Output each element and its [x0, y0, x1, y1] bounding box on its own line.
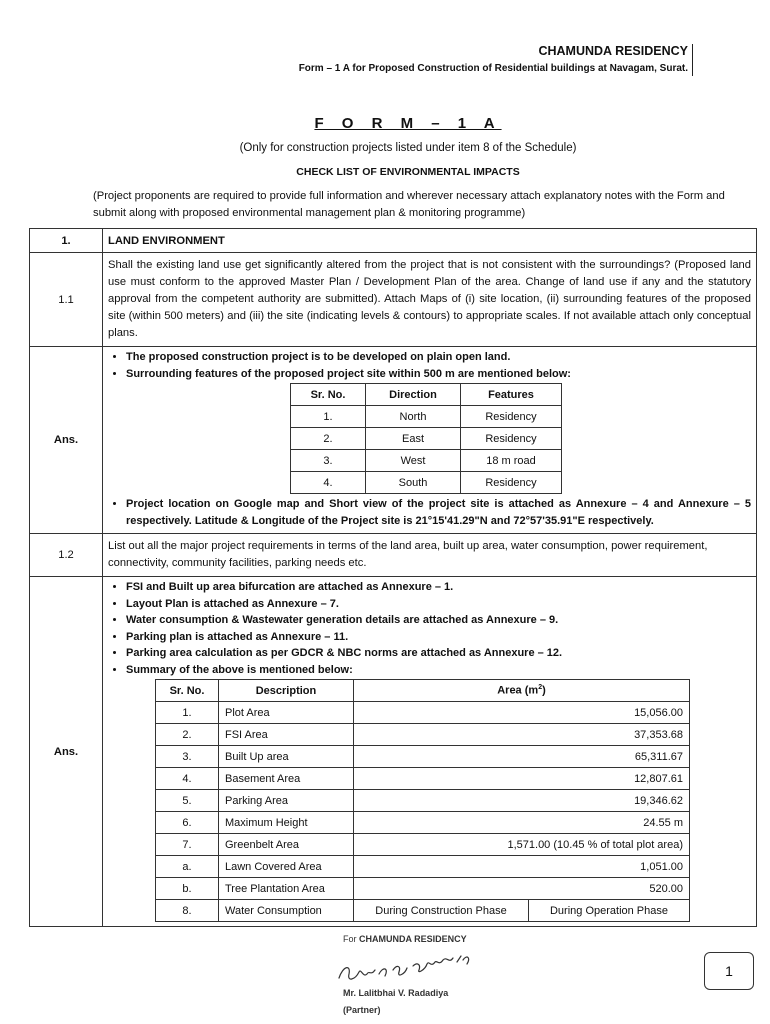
cell: Residency	[461, 472, 562, 494]
answer-bullet: • Layout Plan is attached as Annexure – 7.	[126, 596, 751, 613]
answer-bullet: • The proposed construction project is to be developed on plain open land.	[126, 349, 751, 366]
question-number: 1.1	[30, 253, 103, 347]
section-title: LAND ENVIRONMENT	[103, 229, 757, 253]
col-header-area: Area $(m^2)$	[354, 680, 690, 702]
cell: Parking Area	[219, 790, 354, 812]
answer-bullet: • Parking area calculation as per GDCR & NBC norms are attached as Annexure – 12.	[126, 645, 751, 662]
cell: Tree Plantation Area	[219, 878, 354, 900]
cell: 2.	[156, 724, 219, 746]
cell: West	[366, 450, 461, 472]
question-number: 1.2	[30, 534, 103, 577]
cell: 3.	[291, 450, 366, 472]
col-header: Sr. No.	[156, 680, 219, 702]
answer-bullet: • Surrounding features of the proposed project site within 500 m are mentioned below:	[126, 366, 751, 383]
cell: Water Consumption	[219, 900, 354, 922]
table-row	[156, 812, 690, 834]
cell: Plot Area	[219, 702, 354, 724]
cell: 5.	[156, 790, 219, 812]
table-row	[156, 856, 690, 878]
cell: 4.	[156, 768, 219, 790]
cell: North	[366, 406, 461, 428]
intro-text: (Project proponents are required to provide full information and wherever necessary attach explanatory notes with the Form and submit along with proposed environmental management plan & monitoring programme)	[93, 190, 725, 219]
cell: Residency	[461, 428, 562, 450]
signer-name: Mr. Lalitbhai V. Radadiya	[343, 988, 449, 998]
checklist-table	[29, 228, 757, 927]
section-number: 1.	[30, 229, 103, 253]
cell: Built Up area	[219, 746, 354, 768]
cell: b.	[156, 878, 219, 900]
table-row	[156, 746, 690, 768]
cell: During Operation Phase	[529, 900, 690, 922]
cell: 18 m road	[461, 450, 562, 472]
question-text: List out all the major project requirements in terms of the land area, built up area, water consumption, power requirement, connectivity, community facilities, parking needs etc.	[103, 534, 757, 577]
answer-bullet: • Water consumption & Wastewater generation details are attached as Annexure – 9.	[126, 612, 751, 629]
question-text: Shall the existing land use get significantly altered from the project that is not consistent with the surroundings? (Proposed land use must conform to the approved Master Plan / Development Plan of the area. Change of land use if any and the statutory approval from the competent authority are submitted). Attach Maps of (i) site location, (ii) surrounding features of the proposed site (within 500 meters) and (iii) the site (indicating levels & contours) to appropriate scales. If not available attach only conceptual plans.	[103, 253, 757, 347]
table-row	[156, 702, 690, 724]
header-divider	[692, 44, 693, 76]
answer-label: Ans.	[30, 347, 103, 534]
cell: South	[366, 472, 461, 494]
cell: 65,311.67	[354, 746, 690, 768]
cell: a.	[156, 856, 219, 878]
cell: 7.	[156, 834, 219, 856]
table-row	[291, 472, 562, 494]
answer-row-1-2	[30, 577, 757, 927]
cell: 15,056.00	[354, 702, 690, 724]
cell: 8.	[156, 900, 219, 922]
cell: 2.	[291, 428, 366, 450]
question-row-1-1	[30, 253, 757, 347]
cell: Greenbelt Area	[219, 834, 354, 856]
table-row	[156, 834, 690, 856]
table-row	[156, 768, 690, 790]
cell: 24.55 m	[354, 812, 690, 834]
cell: Maximum Height	[219, 812, 354, 834]
cell: 19,346.62	[354, 790, 690, 812]
section-header-row	[30, 229, 757, 253]
cell: 6.	[156, 812, 219, 834]
cell: Residency	[461, 406, 562, 428]
cell: 1.	[291, 406, 366, 428]
footer-for-line: For CHAMUNDA RESIDENCY	[343, 934, 467, 944]
answer-row-1-1	[30, 347, 757, 534]
col-header: Direction	[366, 384, 461, 406]
cell: Lawn Covered Area	[219, 856, 354, 878]
signature-image	[335, 952, 485, 986]
table-row	[156, 790, 690, 812]
page-number: 1	[704, 952, 754, 990]
table-row	[291, 450, 562, 472]
table-header-row	[156, 680, 690, 702]
cell: 1,571.00 (10.45 % of total plot area)	[354, 834, 690, 856]
table-row	[156, 724, 690, 746]
cell: 4.	[291, 472, 366, 494]
table-header-row	[291, 384, 562, 406]
area-summary-table	[155, 679, 690, 922]
cell: During Construction Phase	[354, 900, 529, 922]
answer-bullet: • Project location on Google map and Short view of the project site is attached as Annexure – 4 and Annexure – 5 respectively. Latitude & Longitude of the Project site is 21°15'41.29"N and 72°57'35.91"E respectively.	[126, 496, 751, 529]
answer-bullet: • Summary of the above is mentioned below:	[126, 662, 751, 679]
cell: 1,051.00	[354, 856, 690, 878]
header-company: CHAMUNDA RESIDENCY	[538, 44, 688, 58]
table-row	[156, 878, 690, 900]
cell: 1.	[156, 702, 219, 724]
cell: FSI Area	[219, 724, 354, 746]
cell: Basement Area	[219, 768, 354, 790]
answer-content	[103, 577, 757, 927]
cell: 37,353.68	[354, 724, 690, 746]
table-row	[291, 406, 562, 428]
cell: 12,807.61	[354, 768, 690, 790]
cell: East	[366, 428, 461, 450]
surroundings-table	[290, 383, 562, 494]
form-note: (Only for construction projects listed under item 8 of the Schedule)	[239, 142, 577, 154]
answer-content	[103, 347, 757, 534]
answer-label: Ans.	[30, 577, 103, 927]
col-header: Sr. No.	[291, 384, 366, 406]
cell: 520.00	[354, 878, 690, 900]
question-row-1-2	[30, 534, 757, 577]
answer-bullet: • Parking plan is attached as Annexure – 11.	[126, 629, 751, 646]
answer-bullet: • FSI and Built up area bifurcation are attached as Annexure – 1.	[126, 579, 751, 596]
header-subtitle: Form – 1 A for Proposed Construction of Residential buildings at Navagam, Surat.	[298, 63, 688, 74]
col-header: Features	[461, 384, 562, 406]
col-header: Description	[219, 680, 354, 702]
checklist-heading: CHECK LIST OF ENVIRONMENTAL IMPACTS	[296, 166, 520, 178]
table-row	[156, 900, 690, 922]
form-title: F O R M – 1 A	[314, 115, 502, 132]
table-row	[291, 428, 562, 450]
signer-role: (Partner)	[343, 1005, 381, 1015]
cell: 3.	[156, 746, 219, 768]
